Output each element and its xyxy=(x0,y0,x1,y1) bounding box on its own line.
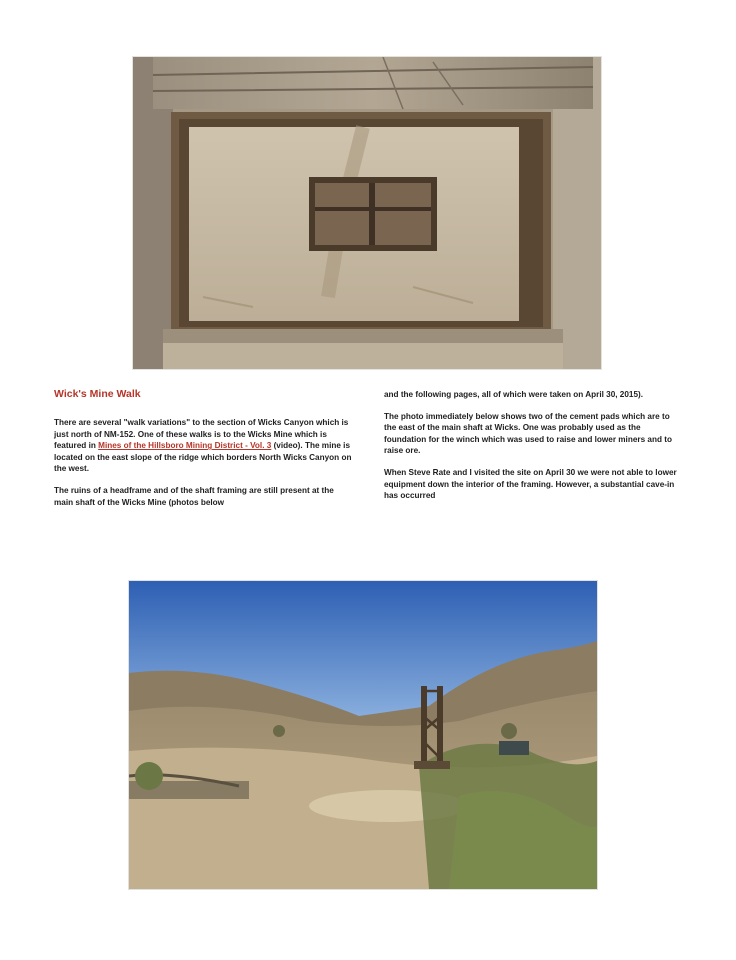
intro-text-continued: (video). The mine is located on the east slope of the ridge which borders North Wicks Canyon on the west. xyxy=(54,441,352,474)
paragraph-intro xyxy=(54,417,354,475)
shaft-framing-photo xyxy=(133,57,601,369)
paragraph-photo-dates: and the following pages, all of which were taken on April 30, 2015). xyxy=(384,390,644,399)
paragraph-ruins: The ruins of a headframe and of the shaft framing are still present at the main shaft of the Wicks Mine (photos below xyxy=(54,485,334,507)
right-column xyxy=(384,389,684,512)
left-column xyxy=(54,417,354,518)
paragraph-cement-pads: The photo immediately below shows two of the cement pads which are to the east of the main shaft at Wicks. One was probably used as the foundation for the winch which was used to raise and lower miners and to raise ore. xyxy=(384,411,672,456)
canyon-headframe-photo xyxy=(129,581,597,889)
video-link[interactable]: Mines of the Hillsboro Mining District - Vol. 3 xyxy=(98,441,272,451)
article-heading: Wick's Mine Walk xyxy=(54,388,141,400)
paragraph-visit: When Steve Rate and I visited the site on April 30 we were not able to lower equipment down the interior of the framing. However, a substantial cave-in has occurred xyxy=(384,467,677,501)
intro-text: There are several "walk variations" to the section of Wicks Canyon which is just north of NM-152. One of these walks is to the Wicks Mine which is featured in xyxy=(54,418,349,451)
